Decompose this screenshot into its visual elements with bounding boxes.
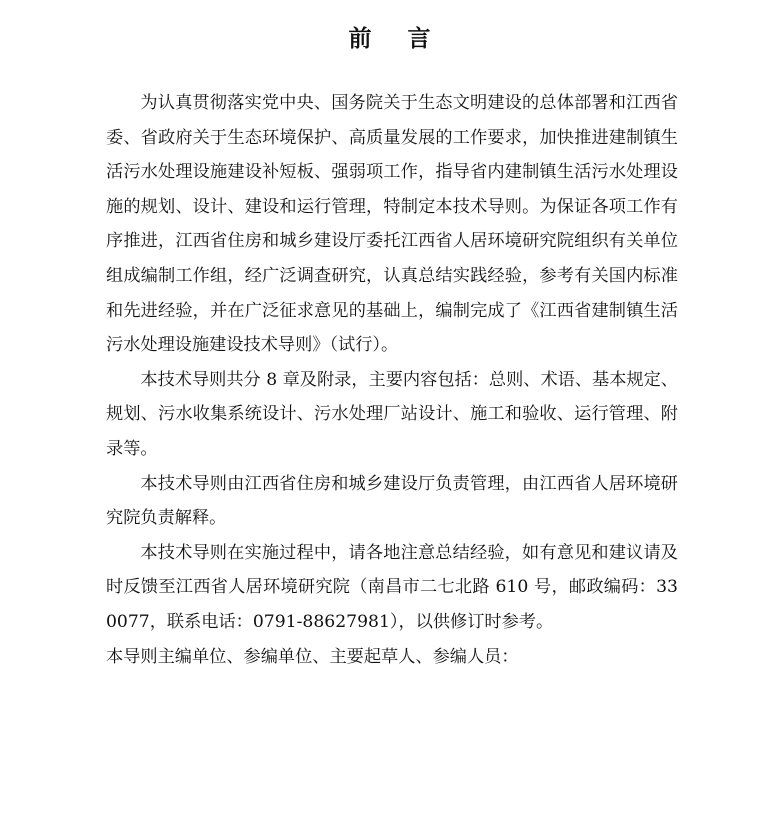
paragraph-purpose: 为认真贯彻落实党中央、国务院关于生态文明建设的总体部署和江西省委、省政府关于生态环境保护、高质量发展的工作要求，加快推进建制镇生活污水处理设施建设补短板、强弱项工作，指导省内建制镇生活污水处理设施的规划、设计、建设和运行管理，特制定本技术导则。为保证各项工作有序推进，江西省住房和城乡建设厅委托江西省人居环境研究院组织有关单位组成编制工作组，经广泛调查研究，认真总结实践经验，参考有关国内标准和先进经验，并在广泛征求意见的基础上，编制完成了《江西省建制镇生活污水处理设施建设技术导则》（试行）。 bbox=[106, 93, 678, 356]
page-title: 前言 bbox=[348, 26, 467, 52]
paragraph-management: 本技术导则由江西省住房和城乡建设厅负责管理，由江西省人居环境研究院负责解释。 bbox=[106, 473, 678, 529]
paragraph-contributors: 本导则主编单位、参编单位、主要起草人、参编人员： bbox=[106, 646, 519, 667]
document-body bbox=[106, 86, 678, 674]
paragraph-contents: 本技术导则共分 8 章及附录，主要内容包括：总则、术语、基本规定、规划、污水收集系统设计、污水处理厂站设计、施工和验收、运行管理、附录等。 bbox=[106, 369, 678, 459]
paragraph-feedback: 本技术导则在实施过程中，请各地注意总结经验，如有意见和建议请及时反馈至江西省人居环境研究院（南昌市二七北路 610 号，邮政编码：330077，联系电话：0791-88627981），以供修订时参考。 bbox=[106, 542, 678, 632]
